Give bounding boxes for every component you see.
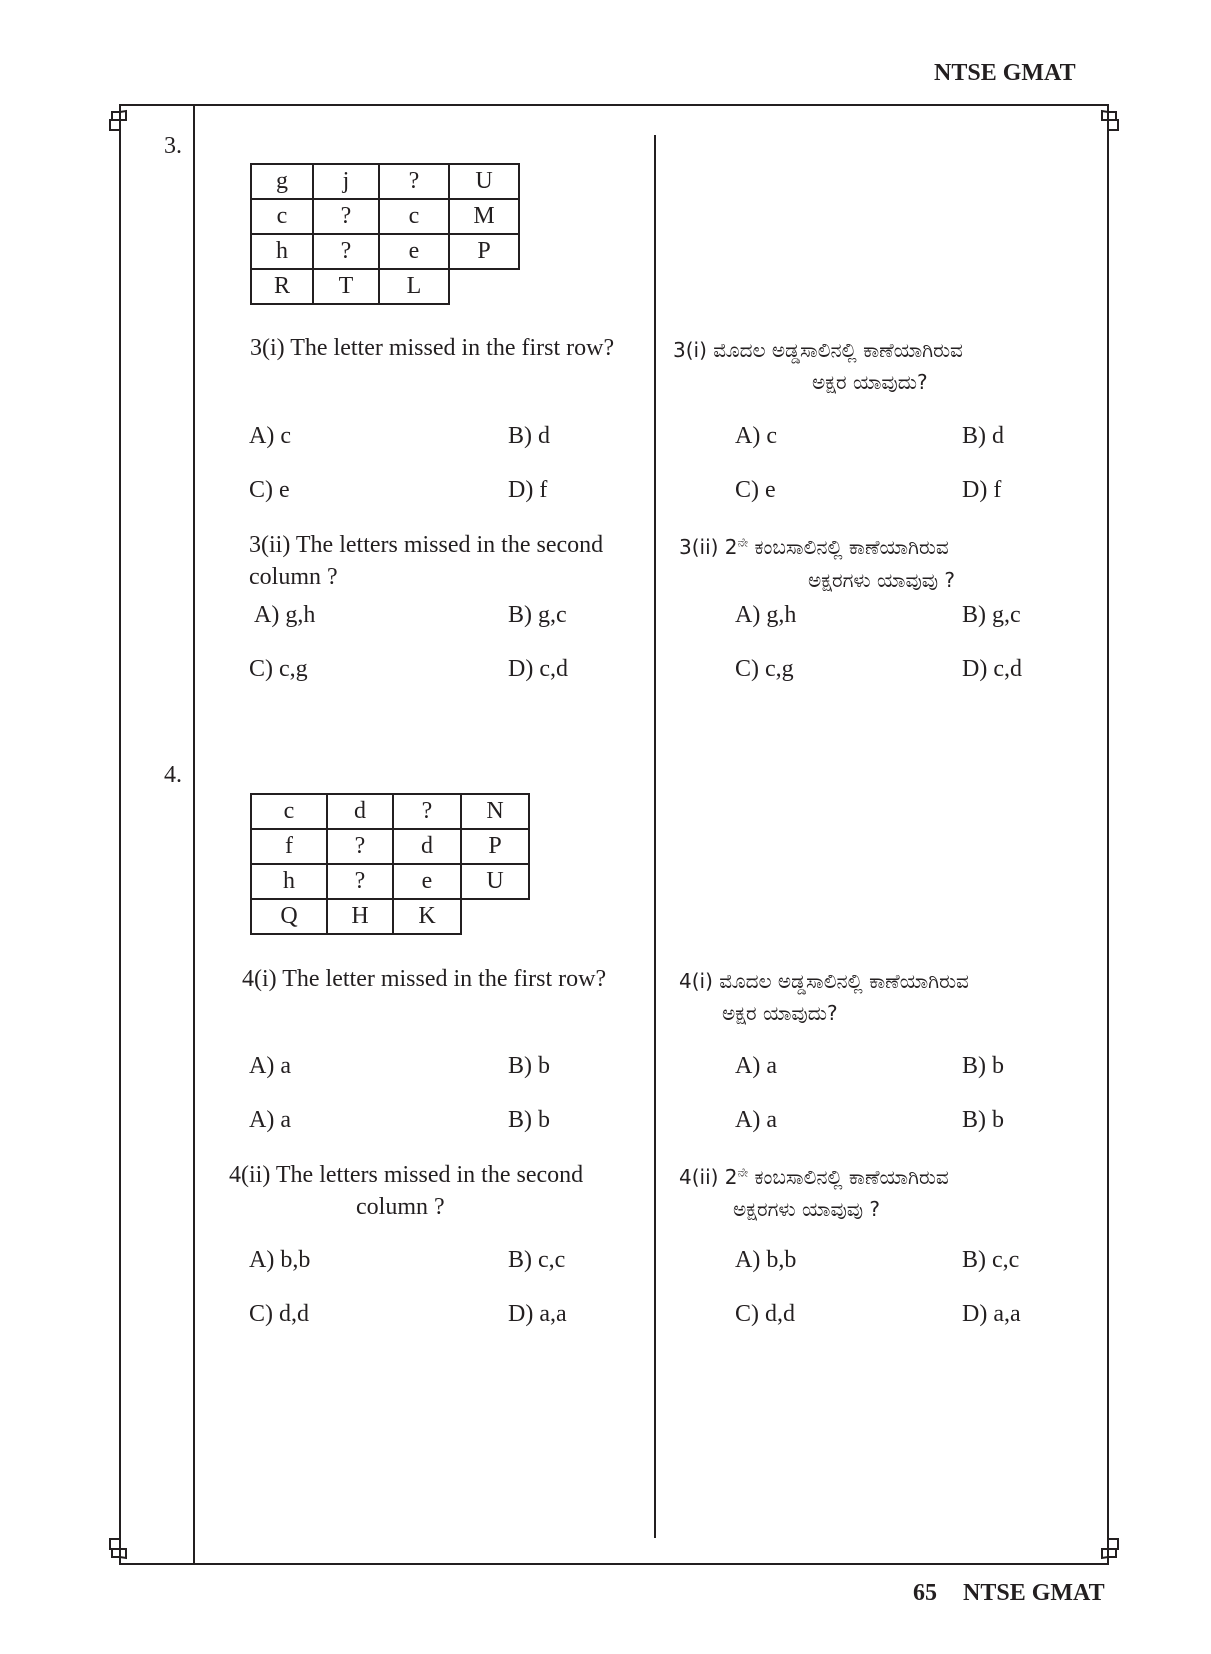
q3-part2-question-en-line1: 3(ii) The letters missed in the second bbox=[249, 532, 604, 558]
q3-part2-option-d-en[interactable]: D) c,d bbox=[508, 656, 568, 682]
q3-grid-cell: e bbox=[379, 234, 449, 269]
question-3-number: 3. bbox=[164, 133, 182, 159]
q3-grid-cell: j bbox=[313, 164, 379, 199]
q3-part2-option-a-en[interactable]: A) g,h bbox=[254, 602, 316, 628]
q3-part2-option-a-kn[interactable]: A) g,h bbox=[735, 602, 797, 628]
q3-grid-cell: P bbox=[449, 234, 519, 269]
q3-grid-row bbox=[251, 269, 519, 304]
q4-grid-row bbox=[251, 899, 529, 934]
question-3-letter-grid bbox=[250, 163, 520, 305]
q3-grid-cell: T bbox=[313, 269, 379, 304]
q3-grid-cell: h bbox=[251, 234, 313, 269]
q4-part2-option-a-en[interactable]: A) b,b bbox=[249, 1247, 311, 1273]
q4-part1-option-c-en[interactable]: A) a bbox=[249, 1107, 291, 1133]
q4-grid-cell: c bbox=[251, 794, 327, 829]
q3-grid-cell: ? bbox=[379, 164, 449, 199]
q3-part1-option-d-en[interactable]: D) f bbox=[508, 477, 548, 503]
q4-part2-option-d-en[interactable]: D) a,a bbox=[508, 1301, 567, 1327]
q3-part1-option-b-en[interactable]: B) d bbox=[508, 423, 550, 449]
q4-part1-option-d-kn[interactable]: B) b bbox=[962, 1107, 1004, 1133]
q3-part2-option-b-kn[interactable]: B) g,c bbox=[962, 602, 1021, 628]
q4-part2-question-kn-line2: ಅಕ್ಷರಗಳು ಯಾವುವು ? bbox=[733, 1197, 881, 1221]
q4-part2-option-c-en[interactable]: C) d,d bbox=[249, 1301, 309, 1327]
q3-part1-option-c-en[interactable]: C) e bbox=[249, 477, 290, 503]
q4-part2-question-en-line2: column ? bbox=[356, 1194, 445, 1220]
q4-grid-cell: d bbox=[327, 794, 393, 829]
q4-grid-cell: e bbox=[393, 864, 461, 899]
question-4-number: 4. bbox=[164, 762, 182, 788]
q4-part1-option-c-kn[interactable]: A) a bbox=[735, 1107, 777, 1133]
q4-part2-option-a-kn[interactable]: A) b,b bbox=[735, 1247, 797, 1273]
q4-part2-option-b-en[interactable]: B) c,c bbox=[508, 1247, 566, 1273]
q3-grid-cell: ? bbox=[313, 234, 379, 269]
q4-part1-option-b-en[interactable]: B) b bbox=[508, 1053, 550, 1079]
q4-part1-option-a-kn[interactable]: A) a bbox=[735, 1053, 777, 1079]
q4-part1-question-kn-line2: ಅಕ್ಷರ ಯಾವುದು? bbox=[722, 1001, 838, 1025]
q4-grid-cell: d bbox=[393, 829, 461, 864]
q3-part2-option-c-kn[interactable]: C) c,g bbox=[735, 656, 794, 682]
q3-grid-cell: M bbox=[449, 199, 519, 234]
q4-grid-cell: K bbox=[393, 899, 461, 934]
q3-part2-question-kn-line2: ಅಕ್ಷರಗಳು ಯಾವುವು ? bbox=[808, 568, 956, 592]
q3-part1-option-d-kn[interactable]: D) f bbox=[962, 477, 1002, 503]
q3-grid-row bbox=[251, 164, 519, 199]
q3-grid-cell: R bbox=[251, 269, 313, 304]
q3-part1-option-b-kn[interactable]: B) d bbox=[962, 423, 1004, 449]
q3-part1-option-a-en[interactable]: A) c bbox=[249, 423, 291, 449]
q4-grid-cell: ? bbox=[327, 829, 393, 864]
q4-grid-cell: ? bbox=[393, 794, 461, 829]
q4-grid-cell: h bbox=[251, 864, 327, 899]
q3-part2-question-kn-line1: 3(ii) $2^{ನೇ}$ ಕಂಬಸಾಲಿನಲ್ಲಿ ಕಾಣೆಯಾಗಿರುವ bbox=[679, 535, 949, 559]
q4-grid-cell: ? bbox=[327, 864, 393, 899]
q3-part2-option-c-en[interactable]: C) c,g bbox=[249, 656, 308, 682]
q4-part2-question-en-line1: 4(ii) The letters missed in the second bbox=[229, 1162, 584, 1188]
q4-grid-cell: f bbox=[251, 829, 327, 864]
q3-grid-cell: L bbox=[379, 269, 449, 304]
q4-part1-question-en: 4(i) The letter missed in the first row? bbox=[242, 966, 607, 992]
q3-grid-row bbox=[251, 199, 519, 234]
q3-grid-cell bbox=[449, 269, 519, 304]
q4-part2-question-kn-line1: 4(ii) $2^{ನೇ}$ ಕಂಬಸಾಲಿನಲ್ಲಿ ಕಾಣೆಯಾಗಿರುವ bbox=[679, 1165, 949, 1189]
q3-part1-option-a-kn[interactable]: A) c bbox=[735, 423, 777, 449]
q4-part1-option-d-en[interactable]: B) b bbox=[508, 1107, 550, 1133]
q4-grid-cell: Q bbox=[251, 899, 327, 934]
q3-grid-row bbox=[251, 234, 519, 269]
q3-grid-cell: U bbox=[449, 164, 519, 199]
q3-part1-question-kn-line2: ಅಕ್ಷರ ಯಾವುದು? bbox=[812, 370, 928, 394]
q4-grid-row bbox=[251, 864, 529, 899]
q3-part2-question-en-line2: column ? bbox=[249, 564, 338, 590]
q3-part2-option-b-en[interactable]: B) g,c bbox=[508, 602, 567, 628]
q4-part2-option-c-kn[interactable]: C) d,d bbox=[735, 1301, 795, 1327]
page-header-title: NTSE GMAT bbox=[934, 60, 1076, 86]
q4-part1-question-kn-line1: 4(i) ಮೊದಲ ಅಡ್ಡಸಾಲಿನಲ್ಲಿ ಕಾಣೆಯಾಗಿರುವ bbox=[679, 969, 969, 993]
question-4-letter-grid bbox=[250, 793, 530, 935]
page-number: 65 bbox=[913, 1580, 937, 1606]
q3-part1-question-kn-line1: 3(i) ಮೊದಲ ಅಡ್ಡಸಾಲಿನಲ್ಲಿ ಕಾಣೆಯಾಗಿರುವ bbox=[673, 338, 963, 362]
q4-grid-cell: N bbox=[461, 794, 529, 829]
q4-grid-cell: U bbox=[461, 864, 529, 899]
q3-grid-cell: ? bbox=[313, 199, 379, 234]
q3-grid-cell: c bbox=[251, 199, 313, 234]
page-footer-title: NTSE GMAT bbox=[963, 1580, 1105, 1606]
q4-part2-option-d-kn[interactable]: D) a,a bbox=[962, 1301, 1021, 1327]
q3-grid-cell: g bbox=[251, 164, 313, 199]
q4-part2-option-b-kn[interactable]: B) c,c bbox=[962, 1247, 1020, 1273]
q4-grid-cell: P bbox=[461, 829, 529, 864]
q3-part2-option-d-kn[interactable]: D) c,d bbox=[962, 656, 1022, 682]
q4-part1-option-b-kn[interactable]: B) b bbox=[962, 1053, 1004, 1079]
q4-part1-option-a-en[interactable]: A) a bbox=[249, 1053, 291, 1079]
q4-grid-cell: H bbox=[327, 899, 393, 934]
q4-grid-row bbox=[251, 829, 529, 864]
q4-grid-row bbox=[251, 794, 529, 829]
q3-part1-option-c-kn[interactable]: C) e bbox=[735, 477, 776, 503]
q4-grid-cell bbox=[461, 899, 529, 934]
q3-grid-cell: c bbox=[379, 199, 449, 234]
q3-part1-question-en: 3(i) The letter missed in the first row? bbox=[250, 335, 615, 361]
